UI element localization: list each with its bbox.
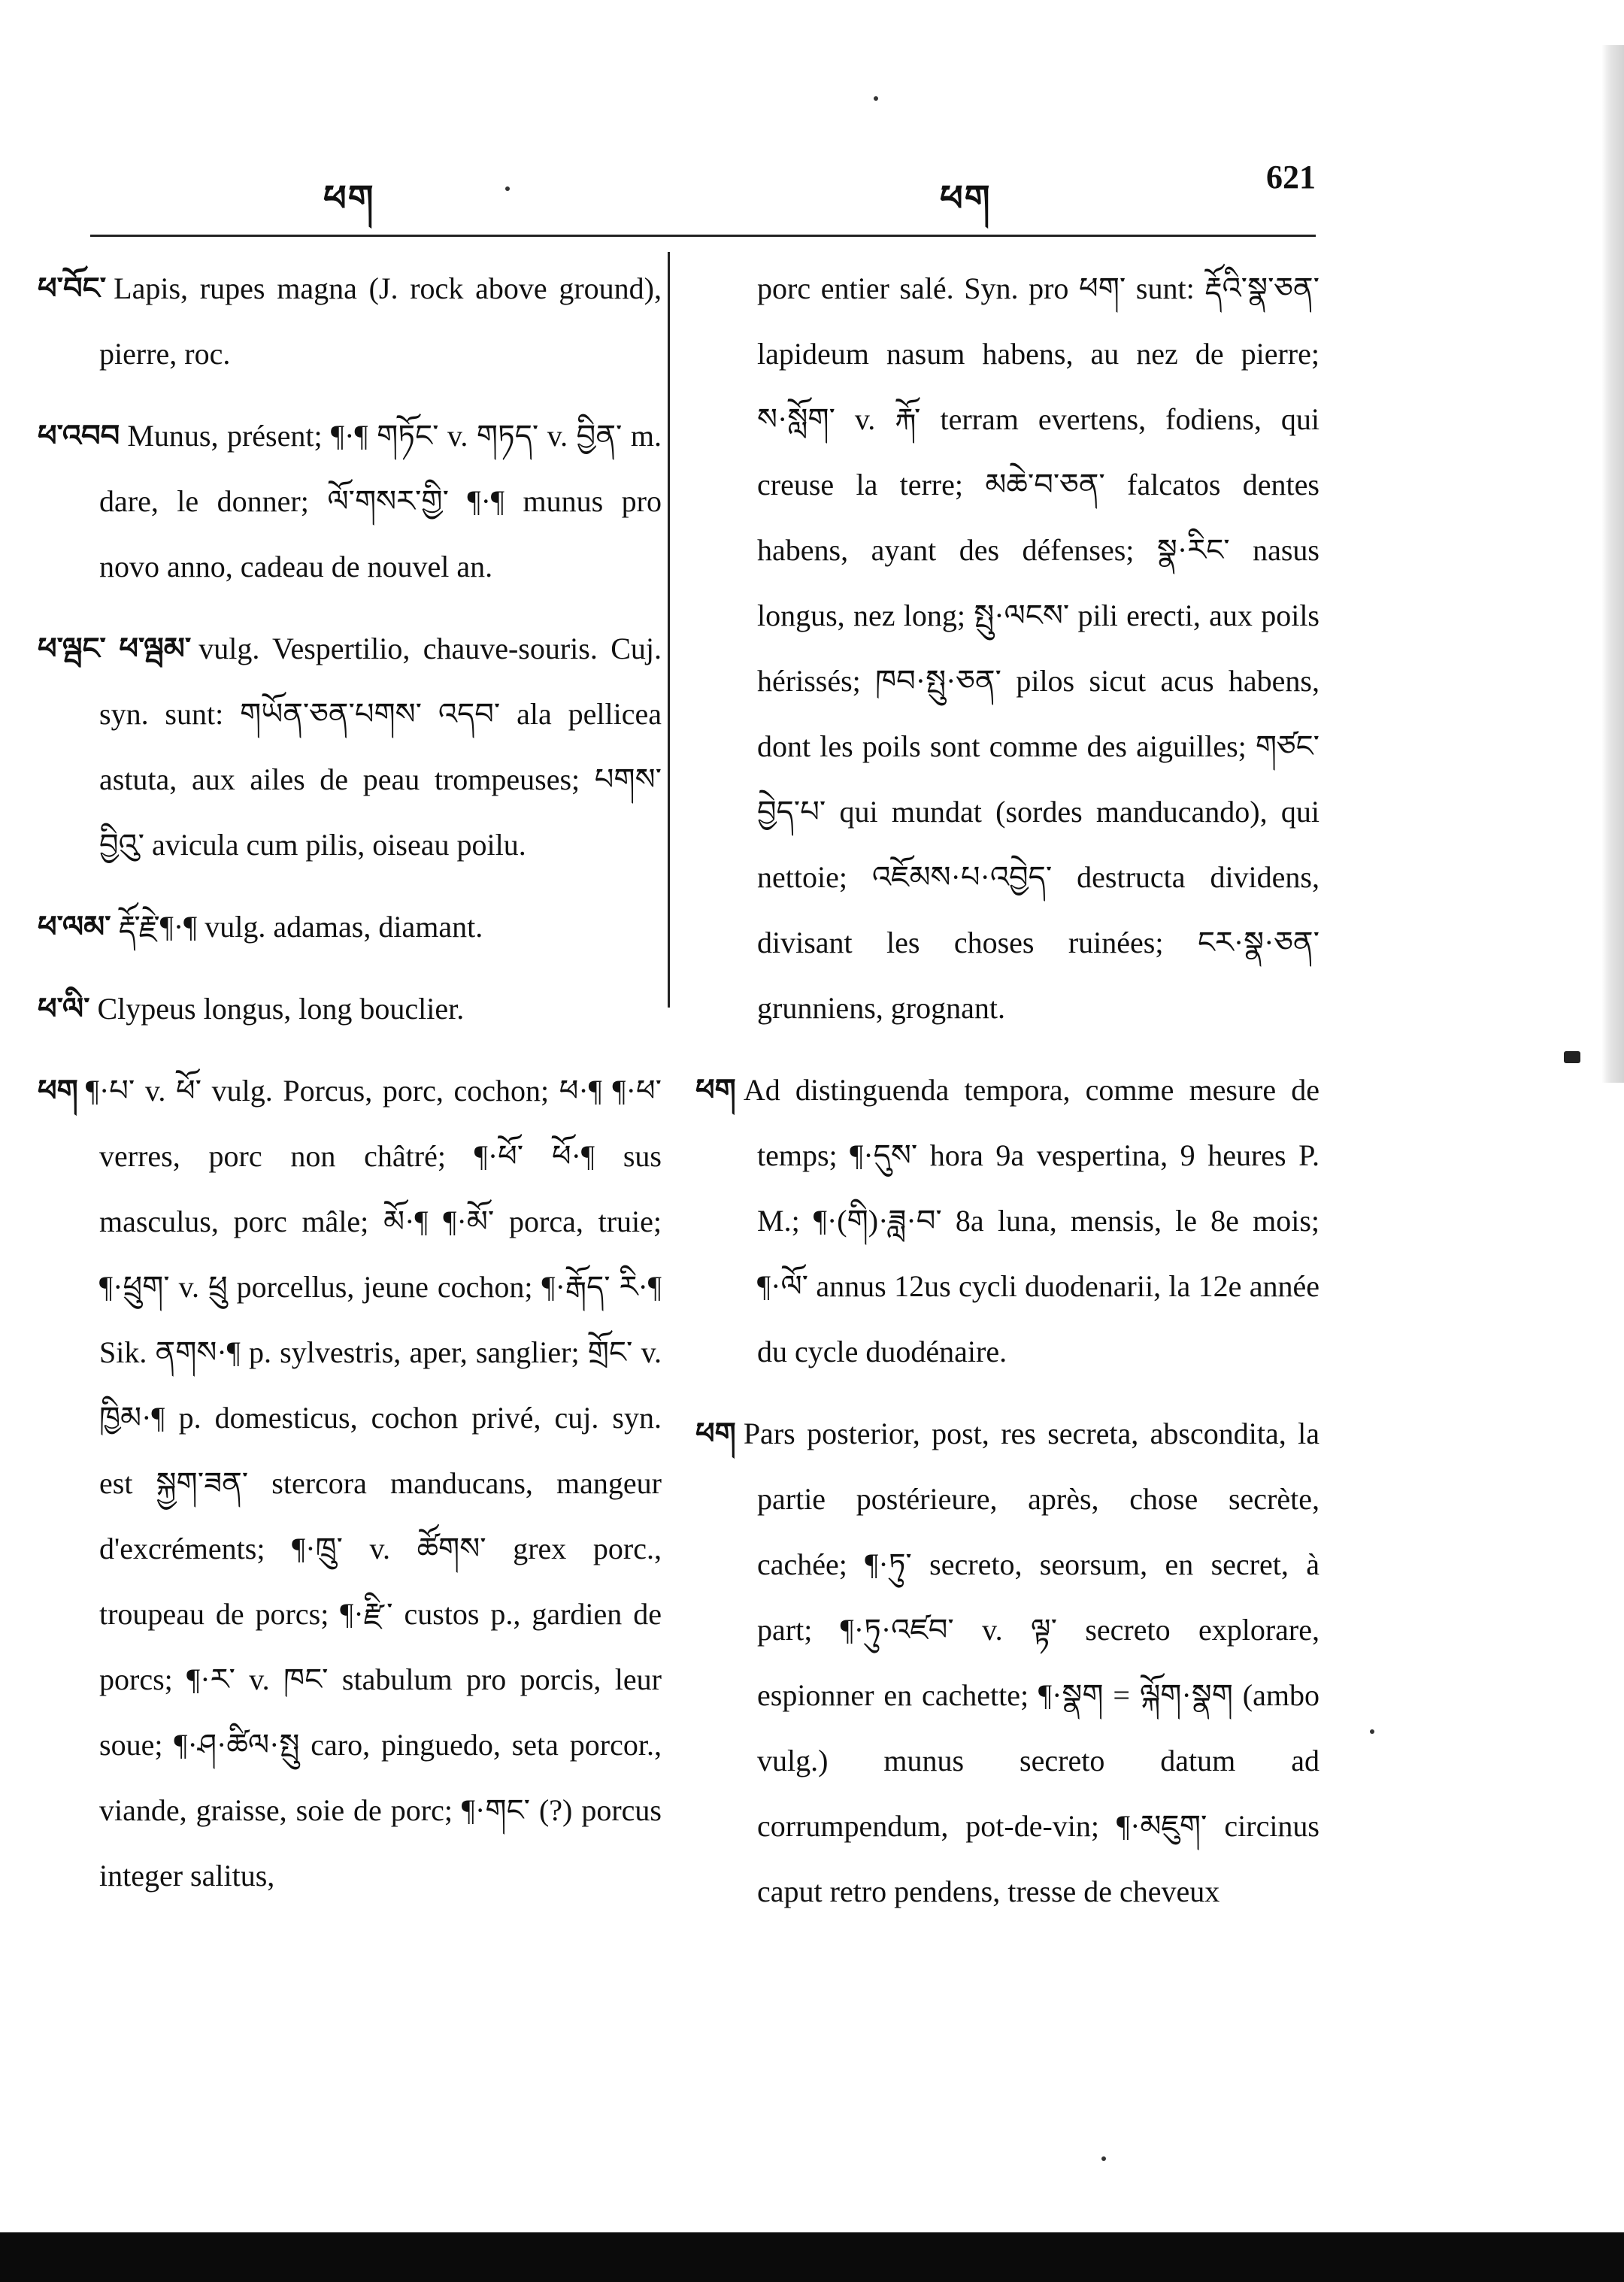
column-divider — [668, 252, 670, 1008]
entry-text: Clypeus longus, long bouclier. — [97, 992, 465, 1026]
entry-text: porc entier salé. Syn. pro ཕག་ sunt: རྡོའི་སྣ་ཅན་ lapideum nasum habens, au nez de pierre; ས·སློག་ v. རྐོ་ terram evertens, fodiens, qui creuse la terre; མཆེ་བ་ཅན་ falcatos dentes habens, ayant des défenses; སྣ·རིང་ nasus longus, nez long; སྤུ·ལངས་ pili erecti, aux poils hérissés; ཁབ·སྤུ·ཅན་ pilos sicut acus habens, dont les poils sont comme des aiguilles; གཙང་བྱེད་པ་ qui mundat (sordes manducando), qui nettoie; འཇོམས·པ·འབྱེད་ destructa dividens, divisant les choses ruinées; ངར·སྣ·ཅན་ grunniens, grognant. — [757, 271, 1320, 1025]
entry — [695, 1057, 1320, 1384]
entry — [38, 1058, 662, 1908]
entry — [38, 616, 662, 877]
margin-mark — [1564, 1051, 1580, 1063]
entry-headword: ཕ་བོང་ — [38, 271, 107, 305]
top-mark — [874, 96, 878, 101]
entry-headword: ཕ་ལི་ — [38, 992, 90, 1026]
entry-headword: ཕ་ལྦང་ ཕ་ལྦམ་ — [38, 632, 192, 665]
footer-dot — [1101, 2156, 1106, 2161]
entry — [38, 256, 662, 386]
running-head-left: ཕག — [323, 179, 375, 219]
entry-headword: ཕག — [38, 1074, 78, 1108]
right-column — [695, 256, 1320, 1941]
entry-text: Pars posterior, post, res secreta, abscondita, la partie postérieure, après, chose secrète, cachée; ¶·ཏུ་ secreto, seorsum, en secret, à part; ¶·ཏུ·འཛབ་ v. ལྟ་ secreto explorare, espionner en cachette; ¶·སྣག = ལྐོག·སྣག (ambo vulg.) munus secreto datum ad corrumpendum, pot-de-vin; ¶·མཇུག་ circinus caput retro pendens, tresse de cheveux — [743, 1417, 1320, 1908]
entry-text: རྡོ་རྗེ་¶·¶ vulg. adamas, diamant. — [118, 910, 483, 944]
entry-headword: ཕ་འབབ — [38, 419, 120, 453]
entry-text: ¶·པ་ v. ཕོ་ vulg. Porcus, porc, cochon; ཕ·¶ ¶·ཕ་ verres, porc non châtré; ¶·ཕོ་ ཕོ·¶ sus masculus, porc mâle; མོ·¶ ¶·མོ་ porca, truie; ¶·ཕྲུག་ v. ཕྲུ porcellus, jeune cochon; ¶·རྒོད་ རི·¶ Sik. ནགས·¶ p. sylvestris, aper, sanglier; གྲོང་ v. ཁྱིམ·¶ p. domesticus, cochon privé, cuj. syn. est སྐྱག་ཟན་ stercora manducans, mangeur d'excréments; ¶·ཁྲུ་ v. ཚོགས་ grex porc., troupeau de porcs; ¶·རྫི་ custos p., gardien de porcs; ¶·ར་ v. ཁང་ stabulum pro porcis, leur soue; ¶·ཤ·ཚིལ·སྤུ caro, pinguedo, seta porcor., viande, graisse, soie de porc; ¶·གང་ (?) porcus integer salitus, — [85, 1074, 662, 1893]
entry — [695, 1401, 1320, 1924]
entry — [38, 894, 662, 959]
entry-headword: ཕག — [695, 1417, 736, 1450]
entry-text: Ad distinguenda tempora, comme mesure de temps; ¶·དུས་ hora 9a vespertina, 9 heures P. M.; ¶·(གི)·ཟླ·བ་ 8a luna, mensis, le 8e mois; ¶·ལོ་ annus 12us cycli duodenarii, la 12e année du cycle duodénaire. — [743, 1073, 1320, 1368]
entry-text: vulg. Vespertilio, chauve-souris. Cuj. syn. sunt: གཡོན་ཅན་པགས་ འདབ་ ala pellicea astuta, aux ailes de peau trompeuses; པགས་བྱིའུ་ avicula cum pilis, oiseau poilu. — [99, 632, 662, 862]
scan-page-edge — [1601, 45, 1624, 1083]
entry — [38, 976, 662, 1041]
scan-bottom-bar — [0, 2232, 1624, 2282]
left-column — [38, 256, 662, 1925]
header-dot-left — [505, 186, 510, 191]
entry-headword: ཕག — [695, 1073, 736, 1107]
entry-text: Lapis, rupes magna (J. rock above ground), pierre, roc. — [99, 271, 662, 371]
margin-dot — [1370, 1729, 1374, 1734]
entry — [38, 403, 662, 599]
page-number: 621 — [1266, 159, 1316, 195]
entry-headword: ཕ་ལམ་ — [38, 910, 111, 944]
running-head-right: ཕག — [940, 179, 992, 219]
entry-continuation — [695, 256, 1320, 1041]
entry-text: Munus, présent; ¶·¶ གཏོང་ v. གཏད་ v. བྱིན་ m. dare, le donner; ལོ་གསར་གྱི་ ¶·¶ munus pro novo anno, cadeau de nouvel an. — [99, 419, 662, 583]
header-rule — [90, 235, 1316, 237]
